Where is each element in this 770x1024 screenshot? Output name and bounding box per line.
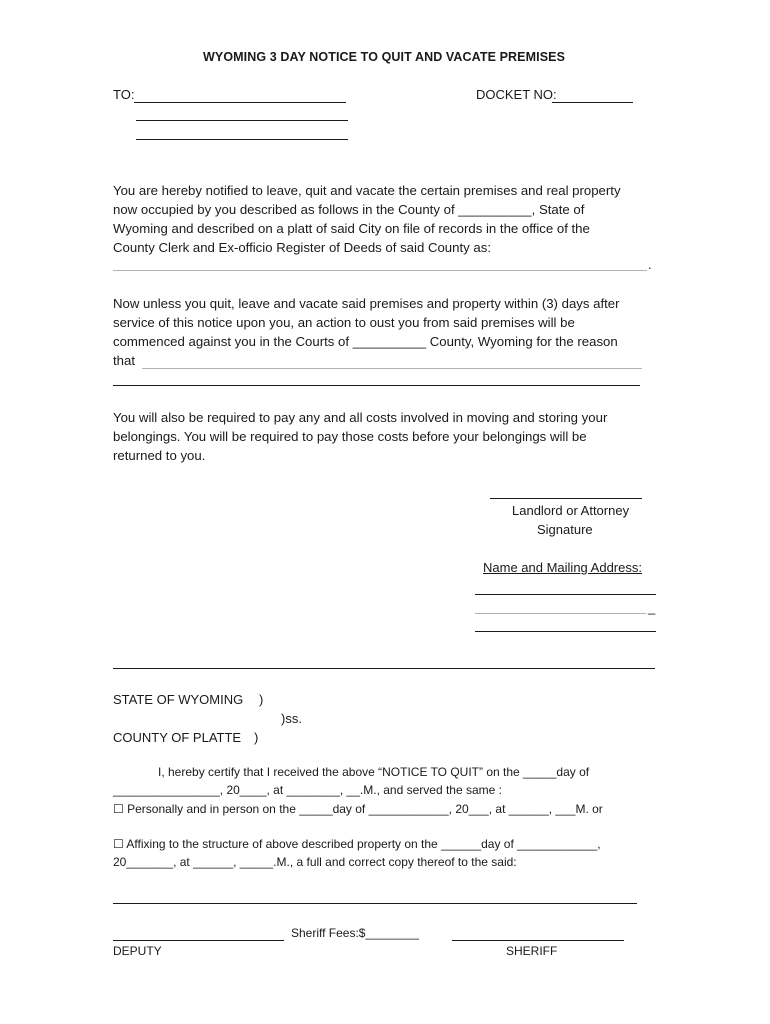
- state-label: STATE OF WYOMING: [113, 692, 244, 707]
- deputy-label: DEPUTY: [113, 944, 162, 958]
- to-line-2[interactable]: [136, 120, 348, 121]
- para1-line: County Clerk and Ex-officio Register of Deeds of said County as:: [113, 240, 491, 255]
- certify-line-1: I, hereby certify that I received the above “NOTICE TO QUIT” on the _____day of: [158, 765, 590, 779]
- para2-line: service of this notice upon you, an action to oust you from said premises will be: [113, 315, 575, 330]
- affixing-continuation: 20_______, at ______, _____.M., a full and correct copy thereof to the said:: [113, 855, 517, 869]
- para1-line: You are hereby notified to leave, quit and vacate the certain premises and real property: [113, 183, 621, 198]
- para3-line: belongings. You will be required to pay those costs before your belongings will be: [113, 429, 587, 444]
- option-affixing[interactable]: ☐ Affixing to the structure of above described property on the ______day of ____________,: [113, 837, 601, 851]
- reason-line-1[interactable]: [142, 368, 642, 369]
- para1-line: now occupied by you described as follows in the County of __________, State of: [113, 202, 585, 217]
- notice-paragraph-3: [113, 408, 607, 465]
- mailing-address-label: Name and Mailing Address:: [483, 560, 642, 575]
- para2-line: commenced against you in the Courts of __________ County, Wyoming for the reason: [113, 334, 618, 349]
- sheriff-label: SHERIFF: [506, 944, 558, 958]
- county-paren: ): [254, 730, 259, 745]
- address-line-2-tail: _: [648, 600, 656, 615]
- county-label: COUNTY OF PLATTE: [113, 730, 242, 745]
- landlord-signature-label: Landlord or Attorney: [512, 503, 630, 518]
- section-divider: [113, 668, 655, 669]
- state-paren: ): [259, 692, 264, 707]
- option-personal-service[interactable]: ☐ Personally and in person on the _____day of ____________, 20___, at ______, ___M. or: [113, 802, 603, 816]
- sheriff-fees: Sheriff Fees:$________: [291, 926, 419, 940]
- to-line-3[interactable]: [136, 139, 348, 140]
- address-line-3[interactable]: [475, 631, 656, 632]
- served-party-line[interactable]: [113, 903, 637, 904]
- landlord-signature-line[interactable]: [490, 498, 642, 499]
- para2-line: that: [113, 353, 135, 368]
- reason-line-2[interactable]: [113, 385, 640, 386]
- property-description-line[interactable]: [113, 270, 647, 271]
- notice-paragraph-1: [113, 181, 621, 257]
- para2-line: Now unless you quit, leave and vacate said premises and property within (3) days after: [113, 296, 620, 311]
- deputy-signature-line[interactable]: [113, 940, 284, 941]
- para1-period: .: [648, 257, 652, 272]
- para1-line: Wyoming and described on a platt of said City on file of records in the office of the: [113, 221, 590, 236]
- address-line-1[interactable]: [475, 594, 656, 595]
- docket-line[interactable]: [552, 102, 633, 103]
- certify-line-2: ________________, 20____, at ________, __.M., and served the same :: [113, 783, 502, 797]
- document-title: WYOMING 3 DAY NOTICE TO QUIT AND VACATE PREMISES: [203, 50, 566, 64]
- sheriff-signature-line[interactable]: [452, 940, 624, 941]
- address-line-2[interactable]: [475, 613, 646, 614]
- para3-line: You will also be required to pay any and all costs involved in moving and storing your: [113, 410, 608, 425]
- to-line-1[interactable]: [134, 102, 346, 103]
- signature-label: Signature: [537, 522, 593, 537]
- para3-line: returned to you.: [113, 448, 206, 463]
- to-label: TO:: [113, 87, 135, 102]
- notice-paragraph-2: [113, 294, 620, 370]
- docket-label: DOCKET NO:: [476, 87, 557, 102]
- ss-label: )ss.: [281, 711, 302, 726]
